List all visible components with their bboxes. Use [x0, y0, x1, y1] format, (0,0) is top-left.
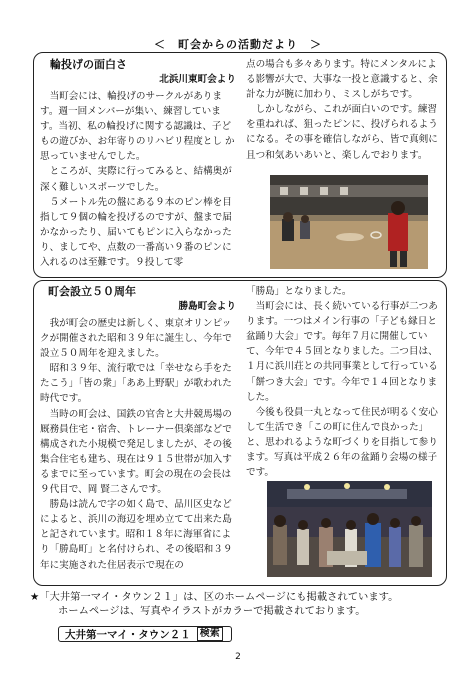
- article1-paragraph: ５メートル先の盤にある９本のピン棒を目指して９個の輪を投げるのですが、盤まで届かなかったり、届いてもピンに入らなかったり、ましてや、点数の一番高い９番のピンに入れるのは至難です。９投して零: [40, 196, 232, 269]
- article1-paragraph: しかしながら、これが面白いのです。練習を重ねれば、狙ったピンに、投げられるようになる。その事を確信しながら、皆で真剣に且つ和気あいあいと、楽しんでおります。: [246, 104, 438, 161]
- article2-paragraph: 当時の町会は、国鉄の官舎と大井競馬場の厩務員住宅・宿舎、トレーナー倶楽部などで構成された小規模で発足しましたが、その後集合住宅も建ち、現在は９１５世帯が加入するまでに至っています。町会の現在の会長は９代目で、岡 賢二さんです。: [40, 408, 232, 496]
- article2-author: 勝島町会より: [178, 301, 236, 312]
- search-box[interactable]: [58, 626, 232, 642]
- article1-left-column: [40, 57, 236, 270]
- page-header: ＜ 町会からの活動だより ＞: [154, 38, 322, 51]
- article2-paragraph: 勝島は読んで字の如く島で、品川区史などによると、浜川の海辺を埋め立てて出来た島と記されています。昭和１８年に海軍省により「勝島町」と名付けられ、その後昭和３９年に実施された住居表示で現在の: [40, 499, 233, 571]
- bon-odori-photo: [267, 481, 432, 577]
- footer-note-line2: ホームページは、写真やイラストがカラーで掲載されております。: [58, 605, 366, 617]
- search-button[interactable]: 検索: [197, 627, 223, 641]
- article1-author: 北浜川東町会より: [159, 74, 236, 85]
- article2-title: 町会設立５０周年: [48, 285, 136, 298]
- article2-paragraph: 今後も役員一丸となって住民が明るく安心して生活でき「この町に住んで良かった」と、思われるような町づくりを目指して参ります。写真は平成２６年の盆踊り会場の様子です。: [246, 406, 438, 479]
- article2-paragraph: 当町会には、長く続いている行事が二つあります。一つはメイン行事の「子ども縁日と盆踊り大会」です。毎年７月に開催していて、今年で４５回となりました。二つ目は、１月に浜川荘との共同事業として行っている「餅つき大会」です。今年で１４回となりました。: [246, 301, 438, 403]
- search-text: 大井第一マイ・タウン２１: [65, 628, 191, 641]
- article1-paragraph: ところが、実際に行ってみると、結構奥が深く難しいスポーツでした。: [40, 166, 232, 193]
- article1-paragraph: 当町会には、輪投げのサークルがあります。週一回メンバーが集い、練習しています。当初、私の輪投げに関する認識は、子どもの遊びか、お年寄りのリハビリ程度とし か思っていませんでした。: [40, 91, 235, 163]
- article1-paragraph: 点の場合も多々あります。特にメンタルによる影響が大で、大事な一投と意識すると、余計な力が腕に加わり、ミスしがちです。: [246, 59, 438, 101]
- article1-right-column: [246, 57, 440, 163]
- article2-paragraph: 昭和３９年、流行歌では「幸せなら手をたたこう」「皆の衆」「ああ上野駅」が歌われた時代です。: [40, 363, 232, 405]
- article2-right-column: [246, 284, 440, 480]
- wanage-photo: [270, 175, 428, 269]
- page-number: 2: [235, 652, 241, 662]
- footer-note-line1: ★「大井第一マイ・タウン２１」は、区のホームページにも掲載されています。: [30, 591, 399, 603]
- article2-paragraph: 「勝島」となりました。: [246, 286, 352, 297]
- article1-title: 輪投げの面白さ: [50, 58, 127, 71]
- article2-left-column: [40, 284, 236, 573]
- article2-paragraph: 我が町会の歴史は新しく、東京オリンピックが開催された昭和３９年に誕生し、今年で設立５０周年を迎えました。: [40, 318, 232, 360]
